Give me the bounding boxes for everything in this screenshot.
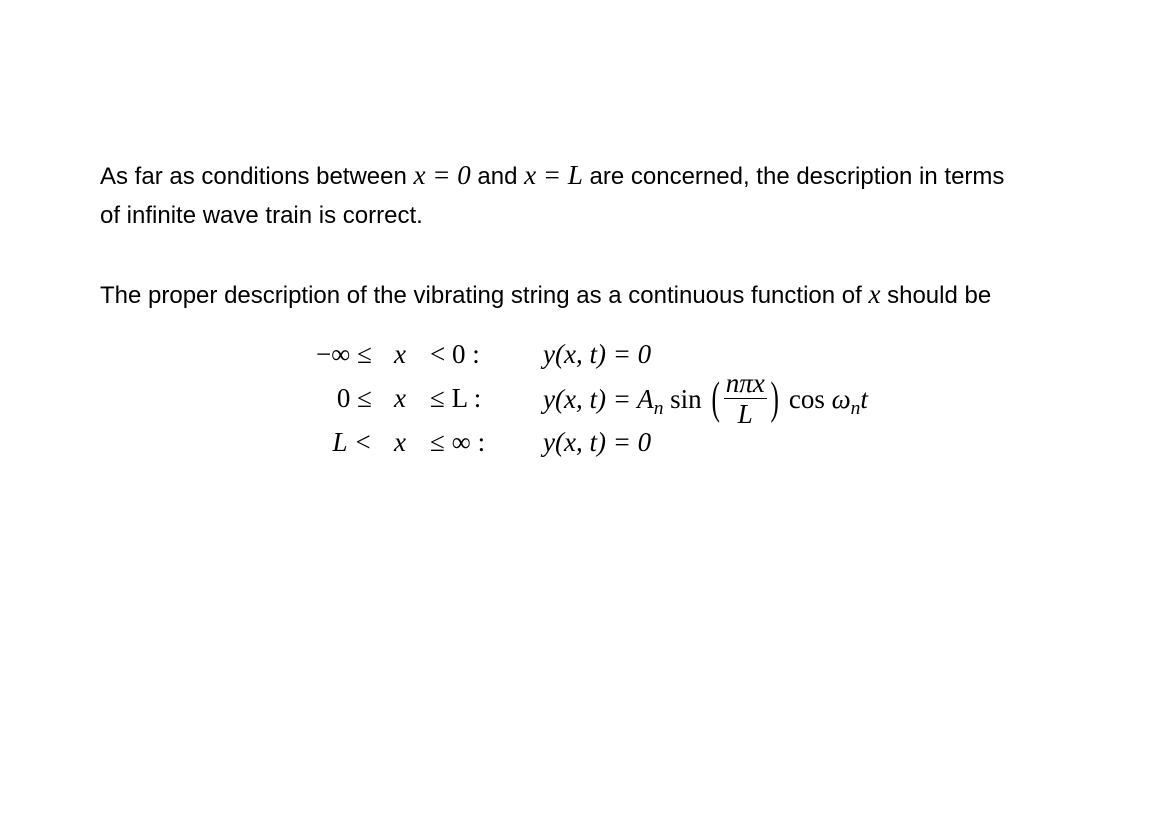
eq2-left-bound: 0 ≤	[336, 383, 372, 413]
eq2-omega-subscript: n	[850, 397, 861, 419]
p1-text-1: As far as conditions between	[100, 163, 414, 190]
p2-text-2: should be	[880, 282, 992, 309]
eq2-sin: sin	[670, 384, 702, 415]
p2-text-1: The proper description of the vibrating string as a continuous function of	[100, 282, 869, 309]
eq2-cos: cos	[788, 384, 825, 415]
p1-text-3: are concerned, the description in terms	[582, 163, 1005, 190]
eq2-amplitude-subscript: n	[653, 397, 664, 419]
p2-math-x: x	[868, 279, 881, 309]
paragraph-2	[100, 275, 991, 315]
eq2-right-bound: ≤ L :	[430, 383, 482, 413]
left-paren: (	[711, 372, 721, 423]
fraction-numerator: nπx	[725, 368, 765, 398]
eq1-expression: y(x, t) = 0	[543, 339, 652, 369]
eq2-time: t	[860, 384, 868, 415]
p1-math-x-eq-0: x = 0	[413, 160, 471, 190]
eq2-omega: ω	[831, 384, 851, 415]
fraction-denominator: L	[737, 399, 753, 429]
fraction	[724, 370, 767, 428]
eq3-left-bound: L <	[332, 427, 372, 457]
right-paren: )	[770, 372, 779, 423]
eq2-expression	[543, 368, 868, 431]
eq1-variable: x	[394, 339, 406, 369]
paragraph-1	[100, 156, 1004, 235]
eq1-right-bound: < 0 :	[430, 339, 480, 369]
p1-line-2: of infinite wave train is correct.	[100, 202, 423, 229]
p1-math-x-eq-L: x = L	[524, 160, 583, 190]
eq3-right-bound: ≤ ∞ :	[430, 427, 486, 457]
eq3-variable: x	[394, 427, 406, 457]
eq2-variable: x	[394, 383, 406, 413]
p1-text-2: and	[470, 163, 525, 190]
eq3-expression: y(x, t) = 0	[543, 427, 652, 457]
eq2-lhs: y(x, t) = A	[543, 384, 654, 415]
eq1-left-bound: −∞ ≤	[315, 339, 372, 369]
